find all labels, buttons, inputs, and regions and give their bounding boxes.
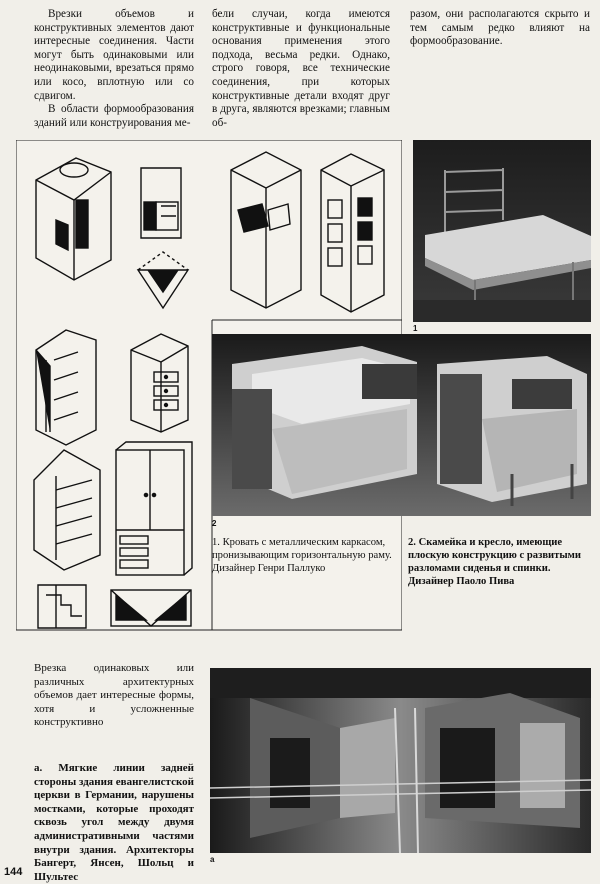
bed-illustration [413, 140, 591, 322]
paragraph: В области формообразования зданий или конструирования ме- [34, 103, 194, 129]
sofa-illustration [212, 334, 591, 516]
intro-text: Врезка одинаковых или различных архитектурных объемов дает интересные формы, хотя и усложненные конструктивно [34, 662, 194, 729]
text-column-2 [212, 8, 390, 130]
figure-label-a: a [210, 855, 215, 864]
photo-church [210, 668, 591, 853]
paragraph: разом, они располагаются скрыто и тем самым редко влияют на формообразование. [410, 8, 590, 48]
text-column-3 [410, 8, 590, 49]
photo-bed [413, 140, 591, 322]
photo-sofa-armchair [212, 334, 591, 516]
paragraph: бели случаи, когда имеются конструктивные и функциональные основания применения этого подхода, весьма редки. Однако, строго говоря, все технические соединения, при которых конструктивные детали входят друг в друга, являются врезками; главным об- [212, 8, 390, 129]
paragraph: Врезки объемов и конструктивных элементов дают интересные соединения. Части могут быть одинаковыми или неодинаковыми, врезаться прямо или косо, вплотную или со сдвигом. [34, 8, 194, 102]
caption-sofa: 2. Скамейка и кресло, имеющие плоскую конструкцию с развитыми разломами сиденья и спинки. Дизайнер Паоло Пива [408, 537, 581, 587]
text-column-1 [34, 8, 194, 130]
church-illustration [210, 668, 591, 853]
caption-bed: 1. Кровать с металлическим каркасом, пронизывающим горизонтальную раму. Дизайнер Генри Паллуко [212, 537, 392, 574]
figure-number-2: 2 [212, 519, 217, 528]
caption-church: a. Мягкие линии задней стороны здания евангелистской церкви в Германии, нарушены мостками, которые проходят сквозь угол между двумя административными частями внутри здания. Архитекторы Бангерт, Янсен, Шольц и Шультес [34, 762, 194, 883]
figure-number-1: 1 [413, 324, 418, 333]
page-number: 144 [4, 866, 23, 878]
